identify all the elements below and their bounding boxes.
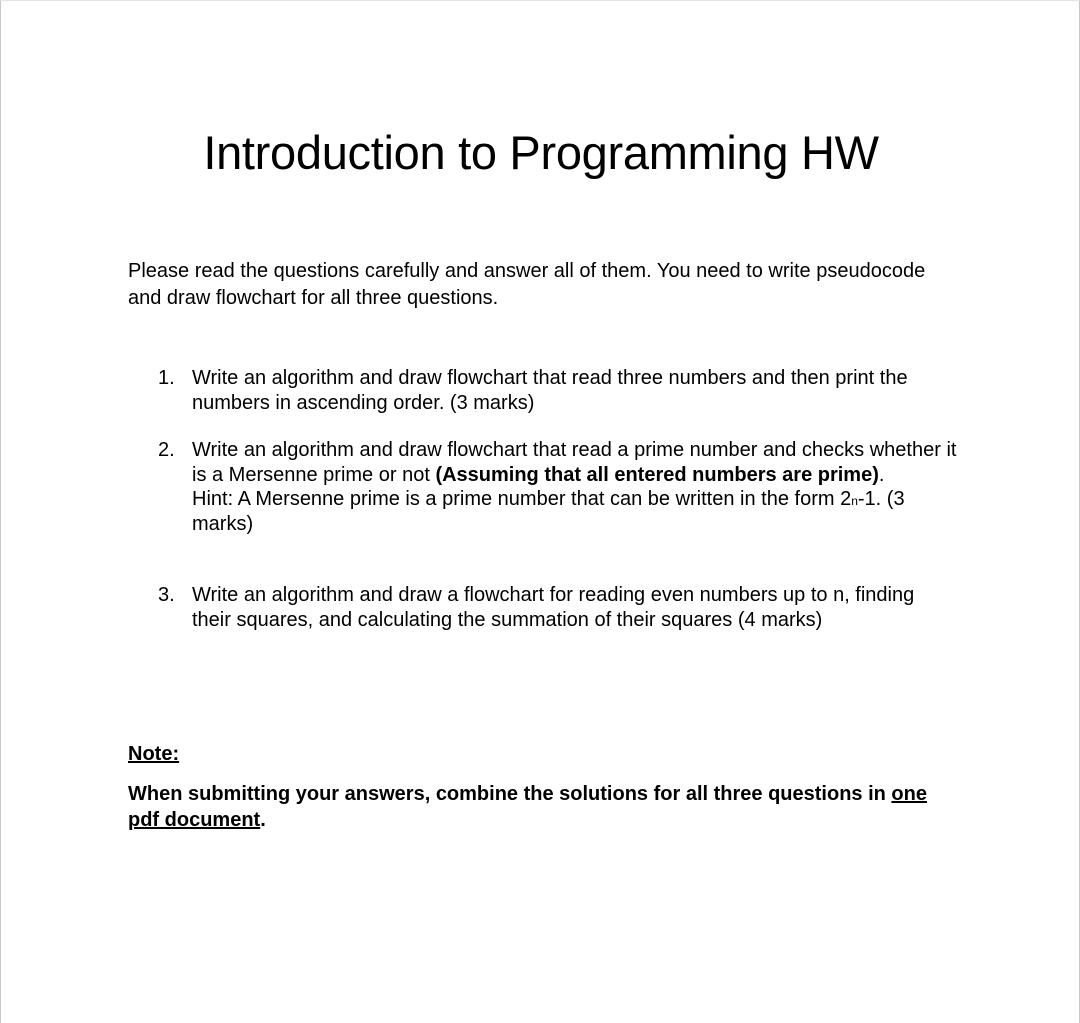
- question-1: [128, 366, 958, 415]
- note-text-start: When submitting your answers, combine the solutions for all three questions in: [128, 783, 892, 805]
- question-2-text: Write an algorithm and draw flowchart that read a prime number and checks whether it is a Mersenne prime or not: [192, 439, 957, 486]
- question-3: [128, 583, 958, 632]
- page-title: Introduction to Programming HW: [203, 126, 879, 179]
- intro-paragraph: Please read the questions carefully and answer all of them. You need to write pseudocode and draw flowchart for all three questions.: [128, 260, 926, 309]
- note-underlined-text: one pdf document: [128, 783, 927, 831]
- question-2-bold-assumption: (Assuming that all entered numbers are prime): [435, 463, 879, 486]
- note-text: [128, 781, 958, 833]
- question-2-hint: Hint: A Mersenne prime is a prime number that can be written in the form 2: [192, 488, 852, 510]
- question-list: [128, 366, 958, 632]
- question-1-number: 1.: [158, 367, 175, 389]
- question-1-text: Write an algorithm and draw flowchart that read three numbers and then print the numbers in ascending order. (3 marks): [192, 367, 908, 414]
- question-2: [128, 438, 958, 536]
- question-2-hint-end: -1. (3 marks): [192, 488, 905, 535]
- question-2-hint-exponent: n: [851, 494, 858, 508]
- question-2-text-end: .: [878, 463, 885, 486]
- question-3-text: Write an algorithm and draw a flowchart for reading even numbers up to n, finding their squares, and calculating the summation of their squares (4 marks): [192, 584, 915, 631]
- question-2-number: 2.: [158, 439, 175, 461]
- question-3-number: 3.: [158, 584, 175, 606]
- note-text-end: .: [260, 809, 266, 831]
- note-heading: Note:: [128, 743, 180, 765]
